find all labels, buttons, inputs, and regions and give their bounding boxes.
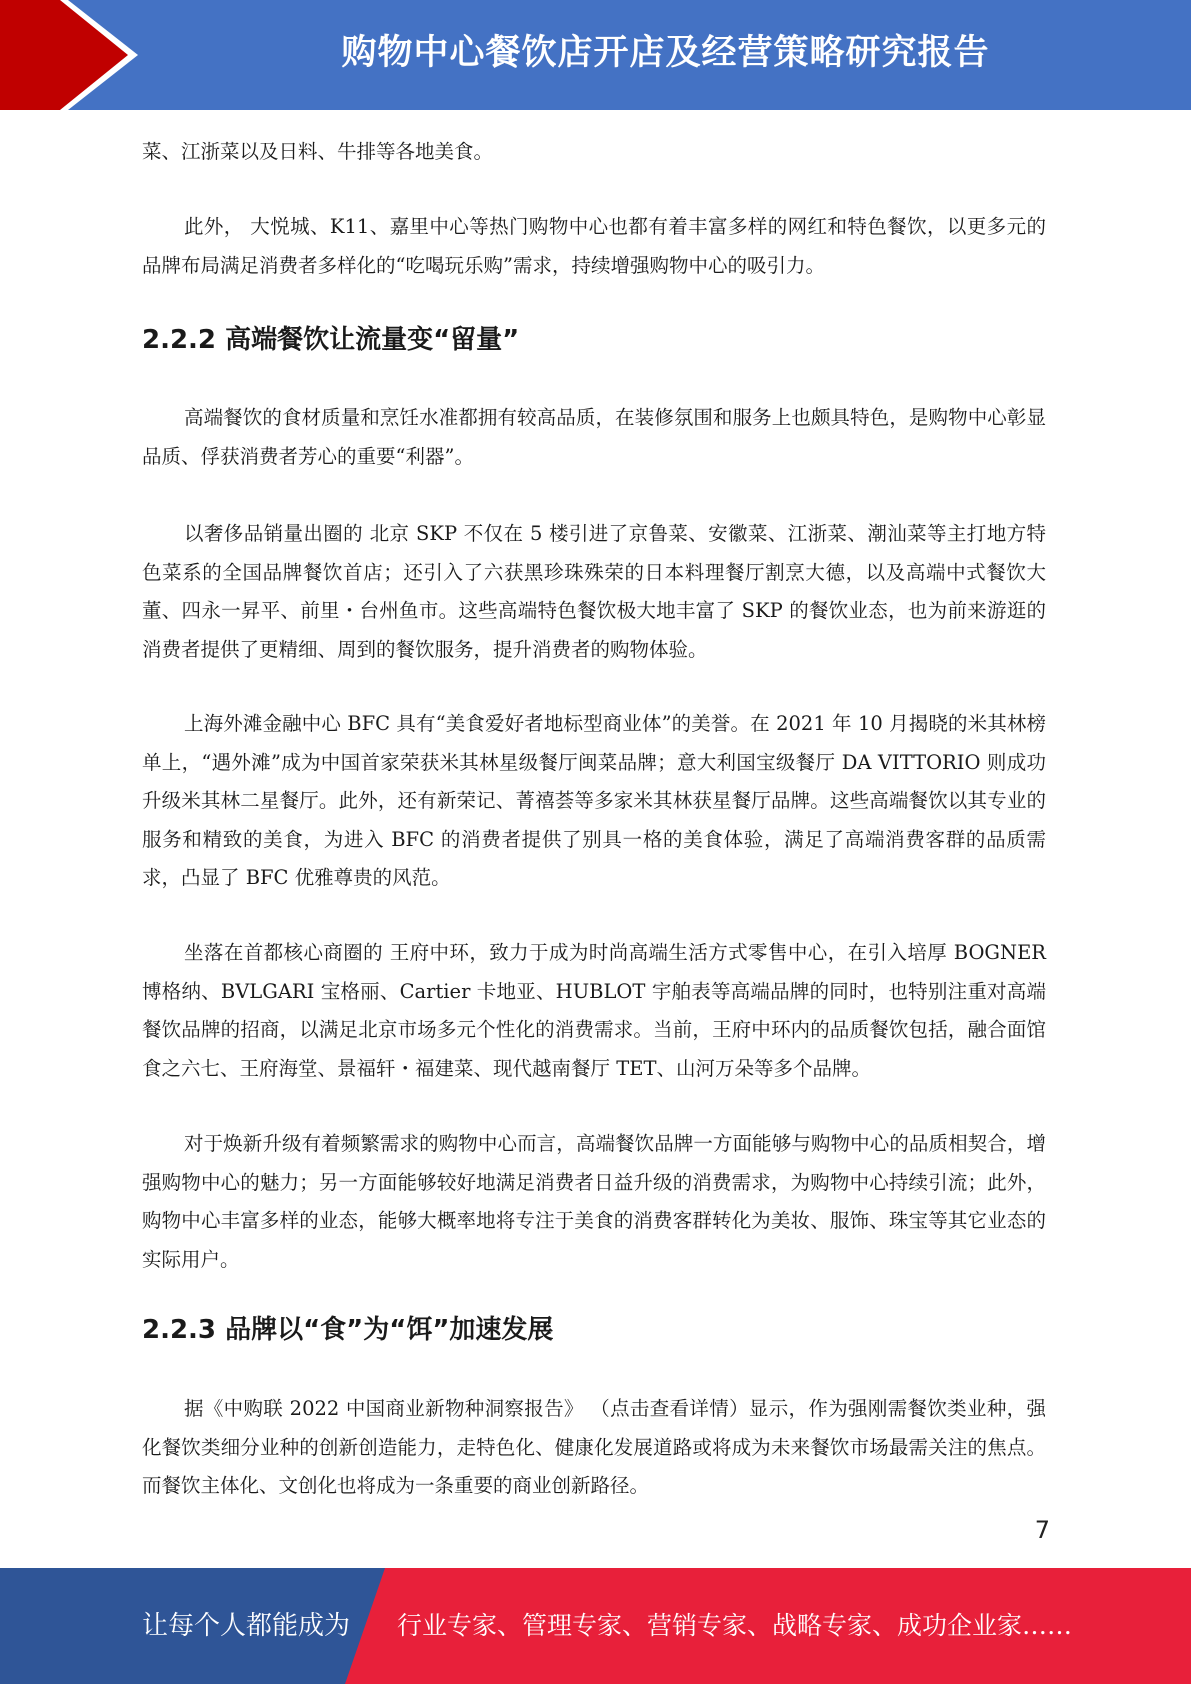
paragraph-beijing-skp: 以奢侈品销量出圈的 北京 SKP 不仅在 5 楼引进了京鲁菜、安徽菜、江浙菜、潮汕菜等主打地方特色菜系的全国品牌餐饮首店；还引入了六获黑珍珠殊荣的日本料理餐厅割烹大德，以及高端中式餐饮大董、四永一昇平、前里・台州鱼市。这些高端特色餐饮极大地丰富了 SKP 的餐饮业态，也为前来游逛的消费者提供了更精细、周到的餐饮服务，提升消费者的购物体验。 [142, 522, 1046, 661]
footer-slogan-left: 让每个人都能成为 [142, 1611, 351, 1641]
section-heading-2-2-2: 2.2.2 高端餐饮让流量变“留量” [142, 325, 520, 355]
paragraph-upgrade-demand: 对于焕新升级有着频繁需求的购物中心而言，高端餐饮品牌一方面能够与购物中心的品质相契合，增强购物中心的魅力；另一方面能够较好地满足消费者日益升级的消费需求，为购物中心持续引流；此外，购物中心丰富多样的业态，能够大概率地将专注于美食的消费客群转化为美妆、服饰、珠宝等其它业态的实际用户。 [142, 1132, 1046, 1271]
paragraph-wangfu-central: 坐落在首都核心商圈的 王府中环，致力于成为时尚高端生活方式零售中心，在引入培厚 BOGNER 博格纳、BVLGARI 宝格丽、Cartier 卡地亚、HUBLOT 宇舶表等高端品牌的同时，也特别注重对高端餐饮品牌的招商，以满足北京市场多元个性化的消费需求。当前，王府中环内的品质餐饮包括，融合面馆食之六七、王府海堂、景福轩・福建菜、现代越南餐厅 TET、山河万朵等多个品牌。 [142, 941, 1046, 1080]
page-footer [0, 1568, 1191, 1684]
paragraph-popular-malls: 此外， 大悦城、K11、嘉里中心等热门购物中心也都有着丰富多样的网红和特色餐饮，以更多元的品牌布局满足消费者多样化的“吃喝玩乐购”需求，持续增强购物中心的吸引力。 [142, 215, 1046, 277]
paragraph-shanghai-bfc: 上海外滩金融中心 BFC 具有“美食爱好者地标型商业体”的美誉。在 2021 年 10 月揭晓的米其林榜单上，“遇外滩”成为中国首家荣获米其林星级餐厅闽菜品牌；意大利国宝级餐厅 DA VITTORIO 则成功升级米其林二星餐厅。此外，还有新荣记、菁禧荟等多家米其林获星餐厅品牌。这些高端餐饮以其专业的服务和精致的美食，为进入 BFC 的消费者提供了别具一格的美食体验，满足了高端消费客群的品质需求，凸显了 BFC 优雅尊贵的风范。 [142, 712, 1046, 889]
paragraph-high-end-dining: 高端餐饮的食材质量和烹饪水准都拥有较高品质，在装修氛围和服务上也颇具特色，是购物中心彰显品质、俘获消费者芳心的重要“利器”。 [142, 406, 1046, 468]
paragraph-report-citation: 据《中购联 2022 中国商业新物种洞察报告》 （点击查看详情）显示，作为强刚需餐饮类业种，强化餐饮类细分业种的创新创造能力，走特色化、健康化发展道路或将成为未来餐饮市场最需关注的焦点。而餐饮主体化、文创化也将成为一条重要的商业创新路径。 [142, 1397, 1046, 1497]
paragraph-continued: 菜、江浙菜以及日料、牛排等各地美食。 [142, 140, 494, 163]
report-title: 购物中心餐饮店开店及经营策略研究报告 [341, 33, 990, 73]
footer-slogan-right: 行业专家、管理专家、营销专家、战略专家、成功企业家…… [397, 1611, 1073, 1640]
section-heading-2-2-3: 2.2.3 品牌以“食”为“饵”加速发展 [142, 1315, 554, 1345]
page-number: 7 [1034, 1516, 1050, 1544]
header-chevron-decoration [0, 0, 160, 110]
page-header [0, 0, 1191, 110]
